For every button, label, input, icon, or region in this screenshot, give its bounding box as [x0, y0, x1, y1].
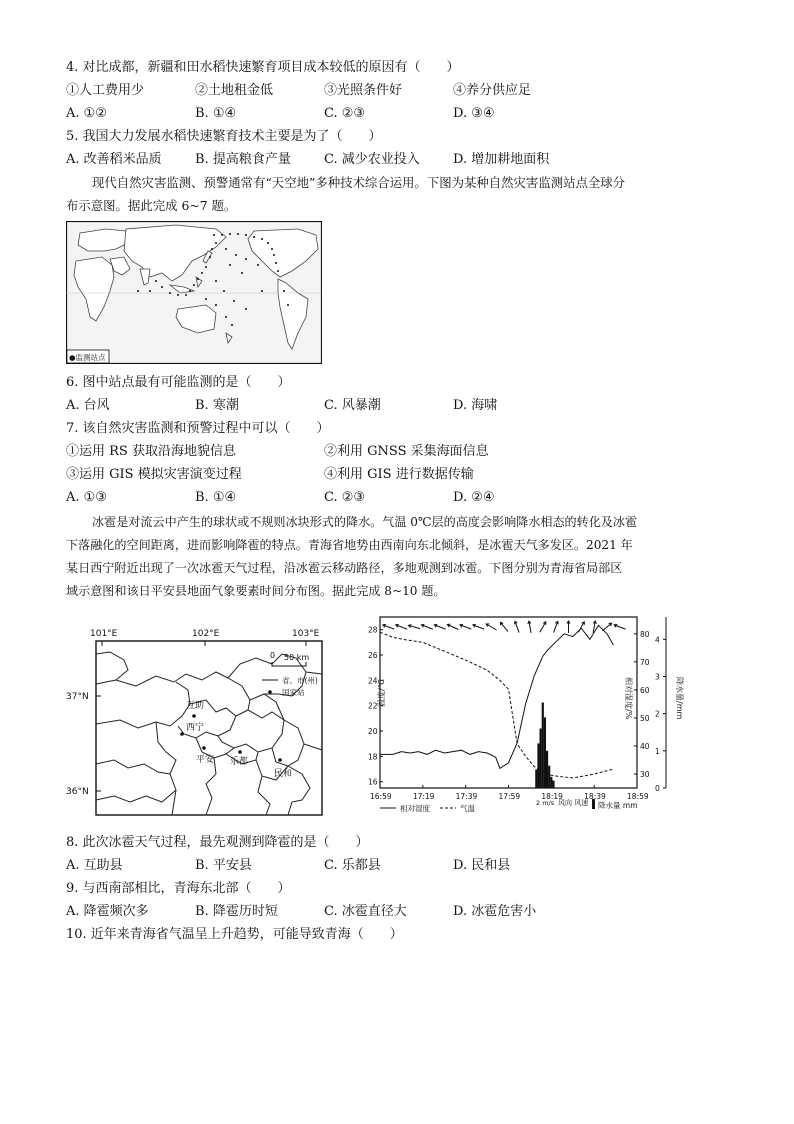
left-tick-label: 28	[368, 625, 378, 635]
legend-station: 国家站	[282, 688, 305, 697]
q4-option-d: D. ③④	[453, 106, 495, 121]
right-axis2-label: 降水量/mm	[675, 677, 684, 720]
q6-option-d: D. 海啸	[453, 398, 498, 413]
q9-option-c: C. 冰雹直径大	[324, 904, 407, 919]
right2-tick-label: 2	[655, 709, 660, 719]
left-tick-label: 18	[368, 752, 378, 762]
intro810-line3: 某日西宁附近出现了一次冰雹天气过程，沿冰雹云移动路径，多地观测到冰雹。下图分别为青海省局部区	[66, 561, 623, 575]
q4-option-c: C. ②③	[324, 106, 366, 121]
place-ledu: 乐都	[230, 757, 249, 767]
intro810-line4: 域示意图和该日平安县地面气象要素时间分布图。据此完成 8~10 题。	[66, 584, 446, 598]
q7-item-3: ③运用 GIS 模拟灾害演变过程	[66, 467, 242, 482]
world-station-map	[66, 221, 322, 364]
right2-tick-label: 1	[655, 746, 660, 756]
precip-bar	[535, 769, 537, 788]
q7-option-a: A. ①③	[66, 490, 107, 505]
right1-tick-label: 30	[640, 769, 650, 779]
left-tick-label: 16	[368, 777, 378, 787]
q7-item-4: ④利用 GIS 进行数据传输	[324, 467, 474, 482]
q4-item-1: ①人工费用少	[66, 83, 145, 98]
q7-option-d: D. ②④	[453, 490, 495, 505]
place-huzhu: 互助	[186, 701, 205, 711]
left-tick-label: 22	[368, 701, 378, 711]
left-axis-label: 温度/℃	[377, 679, 386, 707]
wind-scale: 2 m/s	[536, 799, 555, 807]
x-tick-label: 17:59	[498, 792, 521, 801]
q8-option-a: A. 互助县	[66, 858, 123, 873]
q5-stem: 5. 我国大力发展水稻快速繁育技术主要是为了（ ）	[66, 129, 382, 144]
legend-temperature: 气温	[460, 804, 475, 813]
q6-stem: 6. 图中站点最有可能监测的是（ ）	[66, 375, 291, 390]
q8-option-c: C. 乐都县	[324, 858, 381, 873]
q9-option-a: A. 降雹频次多	[66, 904, 149, 919]
q4-stem: 4. 对比成都，新疆和田水稻快速繁育项目成本较低的原因有（ ）	[66, 60, 460, 75]
precip-bar	[552, 781, 554, 788]
precip-bar	[546, 751, 548, 788]
q6-option-b: B. 寒潮	[195, 398, 239, 413]
right2-tick-label: 3	[655, 672, 660, 682]
x-tick-label: 17:19	[412, 792, 435, 801]
precip-bar	[548, 766, 550, 788]
right2-tick-label: 0	[655, 784, 660, 793]
lat-label-37: 37°N	[66, 692, 89, 702]
x-tick-label: 18:19	[541, 792, 563, 801]
q9-option-b: B. 降雹历时短	[195, 904, 278, 919]
precip-bar	[550, 777, 552, 788]
scale-distance: 50 km	[284, 653, 310, 662]
lon-label-102: 102°E	[192, 629, 220, 639]
x-tick-label: 17:39	[455, 792, 478, 801]
q10-stem: 10. 近年来青海省气温呈上升趋势，可能导致青海（ ）	[66, 927, 403, 942]
legend-precip: 降水量 mm	[598, 801, 638, 810]
q7-item-2: ②利用 GNSS 采集海面信息	[324, 444, 489, 459]
q7-item-1: ①运用 RS 获取沿海地貌信息	[66, 444, 236, 459]
qinghai-region-map	[66, 624, 328, 820]
world-map-legend: ●监测站点	[69, 353, 106, 362]
right1-tick-label: 80	[640, 629, 650, 639]
q9-stem: 9. 与西南部相比，青海东北部（ ）	[66, 881, 291, 896]
q4-item-4: ④养分供应足	[453, 83, 532, 98]
intro810-line1: 冰雹是对流云中产生的球状或不规则冰块形式的降水。气温 0℃层的高度会影响降水相态的转化及冰雹	[92, 515, 638, 529]
q7-stem: 7. 该自然灾害监测和预警过程中可以（ ）	[66, 421, 330, 436]
precip-bar	[537, 743, 539, 788]
lon-label-103: 103°E	[292, 629, 320, 639]
precip-bar	[544, 717, 546, 788]
place-pingan: 平安	[196, 755, 215, 765]
precip-bar	[542, 703, 544, 789]
q9-option-d: D. 冰雹危害小	[453, 904, 537, 919]
legend-boundary: 省、市(州)	[282, 676, 318, 685]
right1-tick-label: 60	[640, 685, 650, 695]
q5-option-a: A. 改善稻米品质	[66, 152, 162, 167]
lat-label-36: 36°N	[66, 787, 89, 797]
place-minhe: 民和	[274, 769, 293, 779]
q5-option-c: C. 减少农业投入	[324, 152, 420, 167]
left-tick-label: 20	[368, 727, 378, 736]
legend-wind: 风向 风速	[558, 799, 589, 807]
right2-tick-label: 4	[655, 635, 660, 645]
x-tick-label: 18:39	[584, 792, 606, 801]
place-xining: 西宁	[186, 723, 205, 733]
q5-option-b: B. 提高粮食产量	[195, 152, 291, 167]
right1-tick-label: 50	[640, 713, 650, 723]
q6-option-a: A. 台风	[66, 398, 110, 413]
legend-humidity: 相对湿度	[400, 804, 430, 813]
scale-zero: 0	[270, 651, 276, 660]
x-tick-label: 16:59	[370, 792, 392, 801]
q6-option-c: C. 风暴潮	[324, 398, 381, 413]
q8-option-b: B. 平安县	[195, 858, 252, 873]
left-tick-label: 24	[368, 676, 378, 686]
precip-bar	[540, 729, 542, 788]
intro67-line1: 现代自然灾害监测、预警通常有“天空地”多种技术综合运用。下图为某种自然灾害监测站点全球分	[92, 175, 626, 190]
right-axis1-label: 相对湿度/%	[624, 677, 633, 720]
q7-option-c: C. ②③	[324, 490, 366, 505]
q5-option-d: D. 增加耕地面积	[453, 152, 550, 167]
q4-item-3: ③光照条件好	[324, 83, 403, 98]
left-tick-label: 26	[368, 651, 378, 660]
q8-stem: 8. 此次冰雹天气过程，最先观测到降雹的是（ ）	[66, 835, 369, 850]
lon-label-101: 101°E	[90, 629, 118, 639]
intro67-line2: 布示意图。据此完成 6~7 题。	[66, 198, 237, 213]
q4-option-a: A. ①②	[66, 106, 107, 121]
q4-option-b: B. ①④	[195, 106, 237, 121]
right1-tick-label: 70	[640, 657, 650, 667]
x-tick-label: 18:59	[627, 792, 649, 801]
right1-tick-label: 40	[640, 741, 650, 751]
q4-item-2: ②土地租金低	[195, 83, 274, 98]
intro810-line2: 下落融化的空间距离，进而影响降雹的特点。青海省地势由西南向东北倾斜，是冰雹天气多发区。2021 年	[66, 538, 633, 552]
q7-option-b: B. ①④	[195, 490, 237, 505]
q8-option-d: D. 民和县	[453, 858, 511, 873]
weather-time-chart	[350, 607, 694, 821]
